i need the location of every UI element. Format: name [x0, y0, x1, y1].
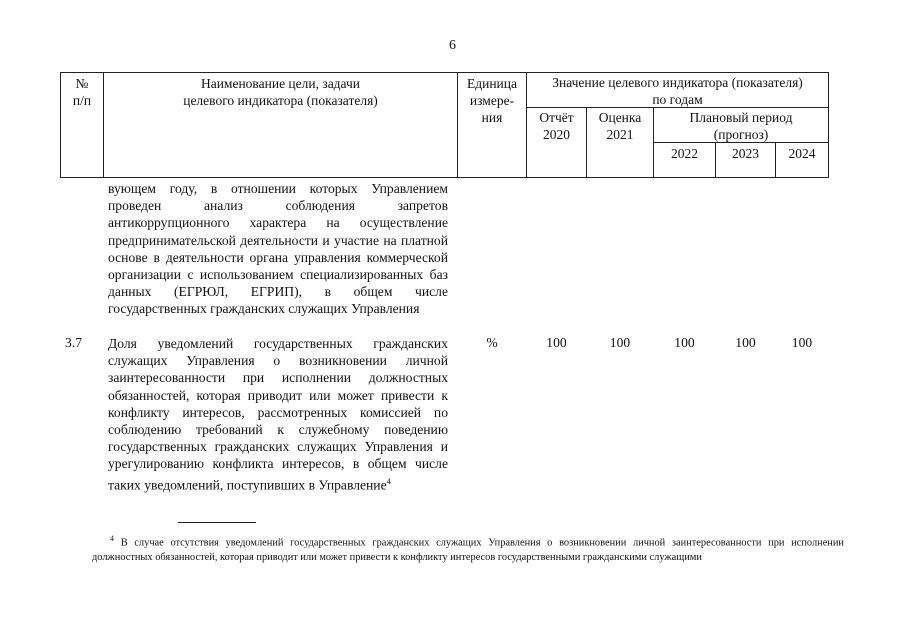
header-values: Значение целевого индикатора (показателя) по годам — [552, 75, 803, 107]
footnote — [92, 531, 844, 565]
footnote-divider — [178, 522, 256, 523]
value-2024: 100 — [791, 335, 813, 350]
header-report-2020: Отчёт 2020 — [539, 110, 574, 142]
row-number: 3.7 — [65, 335, 82, 350]
value-2022: 100 — [674, 335, 695, 350]
header-2024: 2024 — [788, 146, 816, 161]
row-unit: % — [486, 335, 498, 350]
header-2023: 2023 — [732, 146, 759, 161]
footnote-text: В случае отсутствия уведомлений государственных гражданских служащих Управления о возникновении личной заинтересованности при исполнении должностных обязанностей, которая приводит или может привести к конфликту интересов государственными гражданскими служащими — [92, 537, 844, 564]
header-2022: 2022 — [671, 146, 698, 161]
page-number: 6 — [449, 38, 456, 53]
continued-indicator-text: вующем году, в отношении которых Управлением проведен анализ соблюдения запретов антикоррупционного характера на осуществление предпринимательской деятельности и участие на платной основе в деятельности органа управления коммерческой организации с использованием специализированных баз данных (ЕГРЮЛ, ЕГРИП), в общем числе государственных гражданских служащих Управления — [108, 181, 448, 317]
header-unit: Единица измере- ния — [466, 76, 517, 125]
row-indicator-body: Доля уведомлений государственных гражданских служащих Управления о возникновении личной заинтересованности при исполнении должностных обязанностей, которая приводит или может привести к конфликту интересов, рассмотренных комиссией по соблюдению требований к служебному поведению государственных гражданских служащих Управления и урегулированию конфликта интересов, в общем числе таких уведомлений, поступивших в Управление — [108, 336, 448, 493]
header-name: Наименование цели, задачи целевого индикатора (показателя) — [183, 76, 378, 108]
value-2023: 100 — [735, 335, 756, 350]
table-header — [60, 72, 829, 178]
row-indicator-text — [108, 335, 448, 493]
value-2021: 100 — [609, 335, 631, 350]
footnote-mark: 4 — [110, 534, 114, 543]
header-num: № п/п — [72, 76, 92, 108]
header-estimate-2021: Оценка 2021 — [598, 110, 642, 142]
value-2020: 100 — [546, 335, 567, 350]
footnote-ref: 4 — [386, 476, 391, 486]
header-plan-period: Плановый период (прогноз) — [689, 110, 793, 142]
